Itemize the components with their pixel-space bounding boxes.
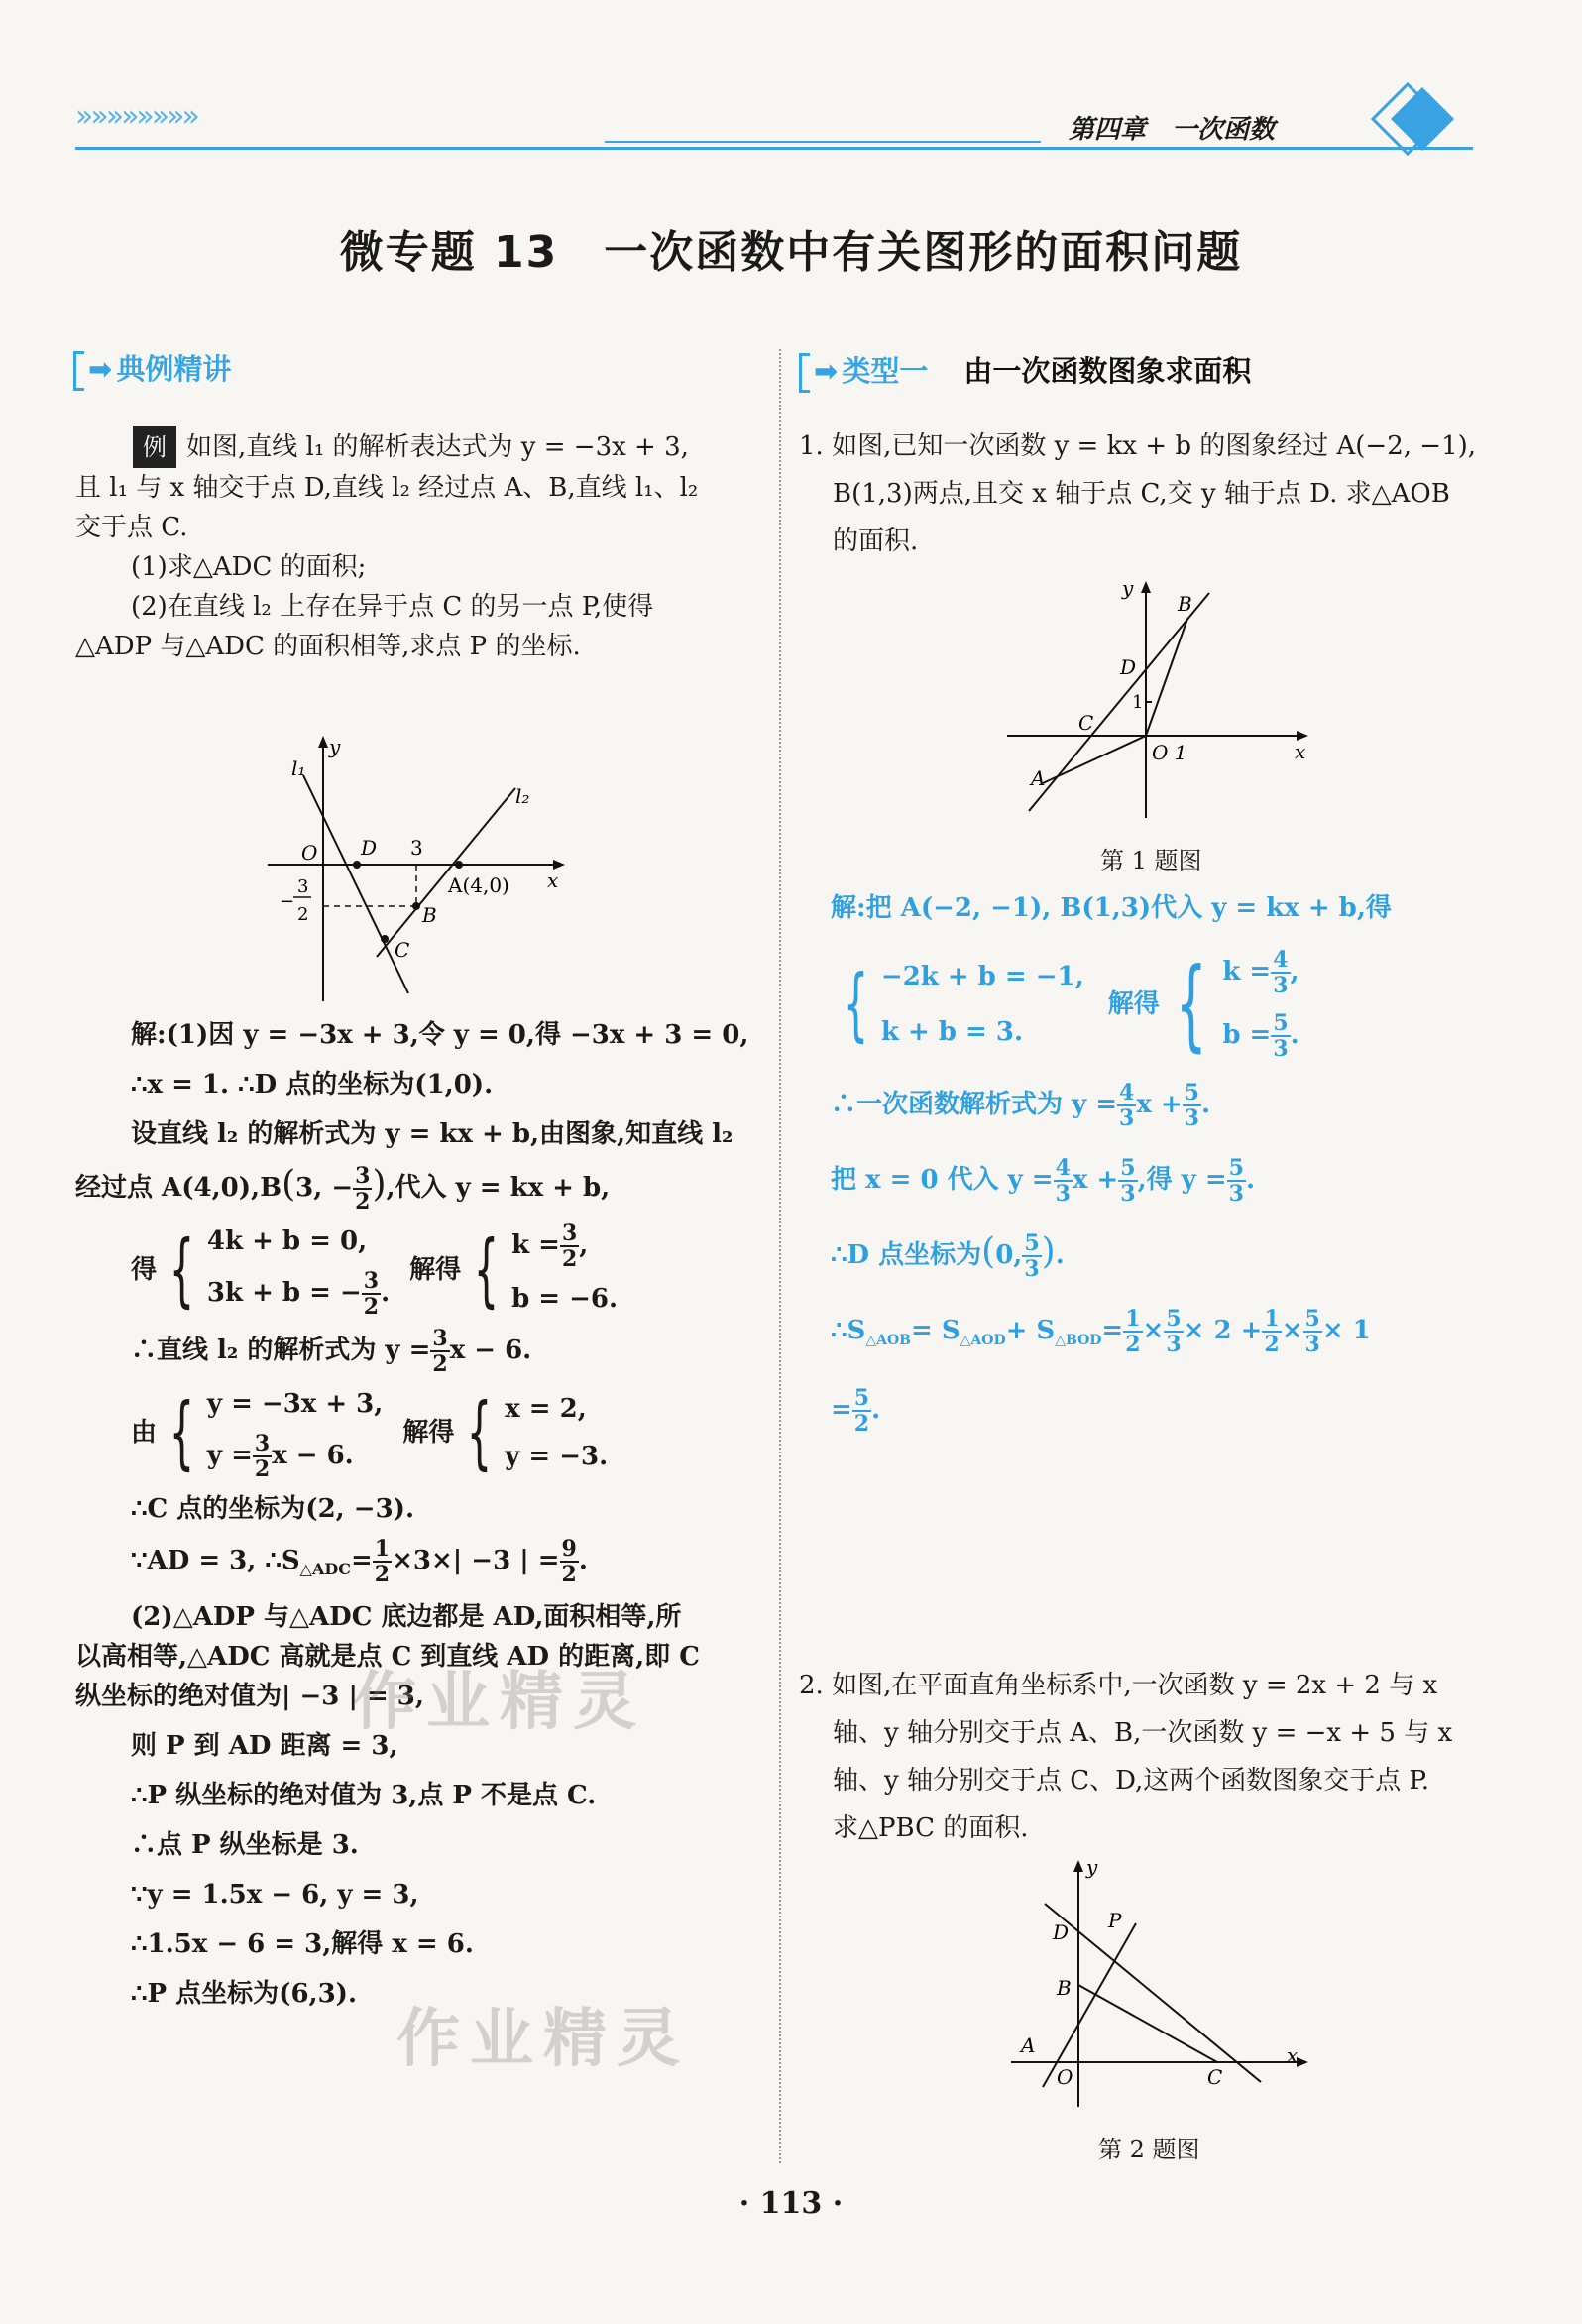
label-C: C [395, 938, 410, 962]
label-x: x [1287, 2043, 1299, 2067]
problem-2-line-2: 轴、y 轴分别交于点 A、B,一次函数 y = −x + 5 与 x [833, 1718, 1453, 1748]
sol-line-2: ∴x = 1. ∴D 点的坐标为(1,0). [131, 1070, 494, 1100]
den: 3 [1273, 1036, 1289, 1062]
problem-2 [799, 1662, 1493, 1852]
den: 2 [355, 1189, 371, 1215]
x-axis-arrow-icon [1297, 2057, 1308, 2067]
label-D: D [361, 836, 378, 860]
header-chevrons: »»»»»»»» [75, 99, 197, 134]
den: 2 [254, 1456, 271, 1482]
example-problem [75, 426, 769, 666]
brace-icon: { [169, 1223, 195, 1316]
a2a: ∴一次函数解析式为 y = [831, 1090, 1117, 1119]
solve-label: 解得 [1107, 989, 1160, 1019]
eq-sign: = [831, 1395, 852, 1426]
frac-5-3g [1303, 1307, 1322, 1356]
line-y-negx-5 [1045, 1904, 1261, 2082]
problem-2-line-3: 轴、y 轴分别交于点 C、D,这两个函数图象交于点 P. [833, 1766, 1430, 1796]
res-b: b = $\frac{5}{3}$ . [1222, 1010, 1300, 1062]
problem-1-line-3: 的面积. [833, 526, 919, 556]
problem-2-line-4: 求△PBC 的面积. [833, 1813, 1029, 1843]
num: 5 [1024, 1230, 1040, 1256]
section-label: 典例精讲 [116, 352, 232, 386]
question-2-line-1: (2)在直线 l₂ 上存在异于点 C 的另一点 P,使得 [131, 592, 654, 622]
line-l1 [303, 775, 408, 993]
den: 3 [1055, 1181, 1071, 1207]
sol-line-5 [75, 1327, 769, 1376]
num: 1 [1264, 1306, 1280, 1332]
solve-label-2: 解得 [402, 1418, 455, 1448]
den: 3 [1228, 1181, 1244, 1207]
answer-1-line-4: 把 x = 0 代入 y = $\frac{4}{3}$ x + $\frac{5}{3}$ ,得 y = $\frac{5}{3}$ . [831, 1155, 1255, 1207]
sol-line-5a: ∴直线 l₂ 的解析式为 y = [131, 1336, 431, 1365]
part2-line-2: 以高相等,△ADC 高就是点 C 到直线 AD 的距离,即 C [75, 1642, 700, 1673]
eq-1: −2k + b = −1, [880, 962, 1084, 991]
part2-line-9: ∴P 点坐标为(6,3). [131, 1979, 358, 2010]
point-A [455, 861, 463, 869]
num: 5 [1120, 1155, 1136, 1181]
sol-line-6: ∴C 点的坐标为(2, −3). [131, 1494, 415, 1524]
label-1: 1 [1132, 692, 1144, 713]
a5d: = [1101, 1316, 1124, 1345]
num: 9 [561, 1536, 577, 1562]
den: 3 [1304, 1332, 1320, 1357]
sol-line-7a: ∵AD = 3, ∴S [131, 1546, 300, 1575]
question-2-line-2: △ADP 与△ADC 的面积相等,求点 P 的坐标. [75, 632, 581, 661]
a2b: x + [1136, 1090, 1183, 1119]
sol-line-4c: ,代入 y = kx + b, [386, 1173, 611, 1203]
sol-line-1: 解:(1)因 y = −3x + 3,令 y = 0,得 −3x + 3 = 0, [131, 1020, 749, 1050]
res-b-label: b = [1222, 1020, 1272, 1050]
header-rule [75, 147, 1473, 150]
example-line-1: 如图,直线 l₁ 的解析表达式为 y = −3x + 3, [186, 432, 689, 462]
label-A: A [1031, 766, 1046, 790]
example-figure [268, 734, 575, 1001]
a5a: ∴S [831, 1316, 866, 1345]
den: 2 [374, 1562, 391, 1587]
den: 2 [1125, 1332, 1141, 1357]
sub-aod: △AOD [960, 1333, 1006, 1349]
column-divider [779, 349, 781, 2163]
problem-1-line-1: 1. 如图,已知一次函数 y = kx + b 的图象经过 A(−2, −1), [799, 431, 1477, 461]
brace-icon: { [473, 1223, 500, 1316]
figure-2 [1001, 1854, 1308, 2112]
sol-line-7-sub: △ADC [299, 1560, 351, 1579]
num: 5 [1166, 1306, 1182, 1332]
header-rule-accent [605, 141, 1041, 143]
section-heading-example [73, 347, 231, 391]
frac-5-2 [852, 1386, 871, 1436]
den: 2 [432, 1351, 448, 1377]
den: 3 [1166, 1332, 1182, 1357]
label-x: x [1295, 740, 1306, 763]
sol-line-4b: 3, − [295, 1173, 354, 1203]
answer-1-line-3: ∴一次函数解析式为 y = $\frac{4}{3}$ x + $\frac{5}{3}$ . [831, 1080, 1211, 1131]
frac-5-3f [1164, 1307, 1183, 1356]
eq-f2b: x − 6. [272, 1441, 354, 1470]
num: 5 [1184, 1080, 1199, 1105]
brace-icon: { [1175, 946, 1207, 1062]
y-axis-arrow-icon [1074, 1860, 1083, 1872]
frac-1-2b [1262, 1307, 1281, 1356]
eq-2: k + b = 3. [880, 1017, 1024, 1047]
a4b: 0, [995, 1240, 1023, 1270]
segment-BC [1078, 1985, 1217, 2062]
line-AB [1029, 593, 1209, 811]
label-neg: − [280, 891, 295, 912]
frac-3-2e [253, 1432, 272, 1481]
label-P: P [1108, 1909, 1122, 1932]
arrow-icon: ➡ [88, 352, 113, 386]
brace-icon: { [467, 1386, 493, 1478]
den: 3 [1120, 1181, 1136, 1207]
a5b: = S [911, 1316, 960, 1345]
y-axis-arrow-icon [1141, 581, 1151, 593]
a3c: ,得 y = [1137, 1165, 1227, 1195]
sol-line-5b: x − 6. [449, 1336, 532, 1365]
page-number: · 113 · [738, 2186, 844, 2221]
label-O1: O 1 [1152, 741, 1187, 764]
res-b: b = −6. [511, 1284, 619, 1314]
den: 3 [1184, 1105, 1199, 1131]
frac-5-3e [1022, 1231, 1041, 1281]
frac-1-2a [1123, 1307, 1142, 1356]
brace-icon: { [843, 958, 869, 1050]
label-A: A [1021, 2034, 1036, 2057]
a3a: 把 x = 0 代入 y = [831, 1165, 1054, 1195]
frac-3-2 [353, 1164, 372, 1214]
question-1: (1)求△ADC 的面积; [131, 552, 367, 582]
sol-line-7c: ×3×| −3 | = [392, 1546, 560, 1575]
answer-1-line-7: = $\frac{5}{2}$ . [831, 1385, 881, 1438]
part2-line-3: 纵坐标的绝对值为| −3 | = 3, [75, 1682, 424, 1712]
sub-bod: △BOD [1055, 1333, 1102, 1349]
num: 5 [853, 1385, 870, 1412]
res-x: x = 2, [505, 1394, 587, 1424]
res-k-label: k = [511, 1230, 560, 1260]
problem-1-line-2: B(1,3)两点,且交 x 轴于点 C,交 y 轴于点 D. 求△AOB [833, 479, 1450, 509]
den: 3 [1119, 1105, 1135, 1131]
point-C [381, 935, 389, 943]
figure-2-caption: 第 2 题图 [1098, 2136, 1200, 2163]
brace-icon: { [169, 1386, 195, 1478]
frac-5-3c [1118, 1156, 1137, 1206]
den: 2 [853, 1411, 870, 1438]
eq-f2 [207, 1432, 383, 1481]
label-C: C [1078, 711, 1094, 735]
answer-1-system [831, 948, 1505, 1061]
example-line-2: 且 l₁ 与 x 轴交于点 D,直线 l₂ 经过点 A、B,直线 l₁、l₂ [75, 473, 699, 503]
num: 5 [1304, 1306, 1320, 1332]
label-l2: l₂ [515, 784, 530, 808]
num: 1 [374, 1536, 391, 1562]
part2-line-4: 则 P 到 AD 距离 = 3, [131, 1731, 398, 1762]
num: 3 [561, 1220, 578, 1246]
label-frac-den: 2 [297, 904, 309, 925]
system-1-eqs [207, 1221, 390, 1319]
frac-4-3c [1054, 1156, 1073, 1206]
example-solution [75, 1015, 769, 2014]
den: 2 [1264, 1332, 1280, 1357]
system-1 [75, 1221, 769, 1319]
label-B: B [1178, 592, 1192, 616]
times-2: × 2 + [1183, 1316, 1263, 1345]
figure-1 [1001, 575, 1318, 823]
solve-label: 解得 [409, 1255, 462, 1285]
system-2-eqs [207, 1384, 383, 1481]
label-O: O [1057, 2065, 1074, 2089]
sol-line-7: ∵AD = 3, $\therefore S_{\triangle ADC}=$ $\frac{1}{2}$ ×3×| −3 | = $\frac{9}{2}$ . [131, 1536, 588, 1587]
segment-AO [1043, 736, 1146, 783]
answer-1-result [1222, 948, 1299, 1061]
label-D: D [1120, 655, 1137, 679]
times-4: × 1 [1321, 1316, 1371, 1345]
example-line-3: 交于点 C. [75, 513, 188, 542]
label-frac-num: 3 [297, 876, 309, 897]
chapter-title: 第四章 一次函数 [1069, 115, 1276, 145]
frac-3-2c [560, 1221, 579, 1271]
frac-4-3b [1117, 1081, 1136, 1130]
answer-1-eqs [881, 957, 1084, 1052]
a3b: x + [1072, 1165, 1119, 1195]
sol-line-4: 经过点 A(4,0),B(3, − $\frac{3}{2}$ ),代入 y = kx + b, [75, 1163, 611, 1215]
num: 5 [1228, 1155, 1244, 1181]
frac-3-2d [430, 1327, 449, 1376]
part2-line-8: ∴1.5x − 6 = 3,解得 x = 6. [131, 1929, 474, 1960]
answer-1-line-5: ∴D 点坐标为(0, $\frac{5}{3}$ ). [831, 1230, 1065, 1282]
sol-line-7b: = [351, 1546, 373, 1575]
a5c: + S [1005, 1316, 1056, 1345]
by-label: 由 [131, 1418, 158, 1448]
watermark-1: 作业精灵 [353, 1666, 646, 1739]
den: 2 [363, 1294, 380, 1320]
line-l2 [377, 788, 515, 957]
figure-1-caption: 第 1 题图 [1100, 847, 1202, 874]
system-2 [75, 1384, 769, 1481]
frac-1-2 [373, 1537, 392, 1586]
res-k: k = $\frac{3}{2}$ , [511, 1220, 589, 1272]
system-1-result [511, 1221, 618, 1319]
bracket-icon [799, 353, 810, 393]
den: 2 [561, 1246, 578, 1272]
section-heading-type1 [799, 349, 1251, 393]
section-label: 类型一 [842, 354, 929, 388]
a4a: ∴D 点坐标为 [831, 1240, 982, 1270]
num: 3 [254, 1431, 271, 1456]
num: 4 [1273, 947, 1289, 973]
label-y: y [329, 735, 341, 758]
label-O: O [301, 841, 318, 865]
example-label: 例 [133, 426, 176, 468]
y-axis-arrow-icon [318, 736, 328, 748]
answer-1-line-1: 解:把 A(−2, −1), B(1,3)代入 y = kx + b,得 [831, 893, 1392, 923]
eq-2a: 3k + b = − [206, 1278, 362, 1308]
num: 3 [432, 1326, 448, 1351]
header-diamond-icon [1368, 79, 1457, 159]
times-1: × [1142, 1316, 1165, 1345]
den: 2 [561, 1562, 577, 1587]
num: 4 [1119, 1080, 1135, 1105]
part2-line-5: ∴P 纵坐标的绝对值为 3,点 P 不是点 C. [131, 1781, 597, 1811]
label-C: C [1207, 2065, 1223, 2089]
label-x: x [547, 869, 559, 892]
part2-line-1: (2)△ADP 与△ADC 底边都是 AD,面积相等,所 [131, 1602, 682, 1633]
point-B [412, 902, 420, 910]
watermark-2: 作业精灵 [396, 2003, 690, 2076]
label-D: D [1053, 1920, 1070, 1944]
res-k-label: k = [1222, 957, 1272, 987]
times-3: × [1281, 1316, 1303, 1345]
frac-5-3 [1271, 1011, 1290, 1061]
section-title: 由一次函数图象求面积 [963, 354, 1252, 388]
sub-aob: △AOB [865, 1333, 911, 1349]
part2-line-6: ∴点 P 纵坐标是 3. [131, 1830, 359, 1861]
bracket-icon [73, 351, 84, 391]
label-y: y [1086, 1855, 1098, 1879]
get-label: 得 [131, 1255, 158, 1285]
num: 5 [1273, 1010, 1289, 1036]
label-y: y [1122, 576, 1134, 600]
sol-line-3: 设直线 l₂ 的解析式为 y = kx + b,由图象,知直线 l₂ [131, 1119, 734, 1149]
frac-9-2 [560, 1537, 579, 1586]
res-y: y = −3. [505, 1442, 609, 1471]
label-l1: l₁ [291, 756, 306, 780]
segment-OB [1146, 619, 1187, 736]
label-A: A(4,0) [448, 873, 509, 897]
frac-5-3d [1227, 1156, 1246, 1206]
part2-line-7: ∵y = 1.5x − 6, y = 3, [131, 1880, 419, 1911]
den: 3 [1273, 973, 1289, 998]
system-2-result [505, 1389, 608, 1476]
answer-1-line-6 [831, 1307, 1505, 1360]
sol-line-4a: 经过点 A(4,0),B [75, 1173, 282, 1203]
frac-5-3b [1183, 1081, 1201, 1130]
frac-4-3 [1271, 948, 1290, 997]
num: 1 [1125, 1306, 1141, 1332]
num: 3 [363, 1268, 380, 1294]
num: 3 [355, 1163, 371, 1189]
problem-1 [799, 422, 1493, 565]
arrow-icon: ➡ [814, 354, 839, 388]
page-title: 微专题 13 一次函数中有关图形的面积问题 [339, 227, 1243, 278]
eq-2: 3k + b = − $\frac{3}{2}$ . [206, 1268, 391, 1320]
num: 4 [1055, 1155, 1071, 1181]
eq-1: 4k + b = 0, [206, 1226, 368, 1256]
label-B: B [1057, 1976, 1072, 2000]
res-k: k = $\frac{4}{3}$ , [1222, 947, 1300, 998]
label-3: 3 [410, 836, 423, 860]
label-B: B [422, 903, 437, 927]
point-D [353, 861, 361, 869]
problem-2-line-1: 2. 如图,在平面直角坐标系中,一次函数 y = 2x + 2 与 x [799, 1671, 1438, 1700]
answer-1 [831, 888, 1505, 1436]
frac-3-2b [362, 1269, 381, 1319]
eq-f1: y = −3x + 3, [206, 1389, 384, 1419]
den: 3 [1024, 1256, 1040, 1282]
eq-f2a: y = [206, 1441, 253, 1470]
